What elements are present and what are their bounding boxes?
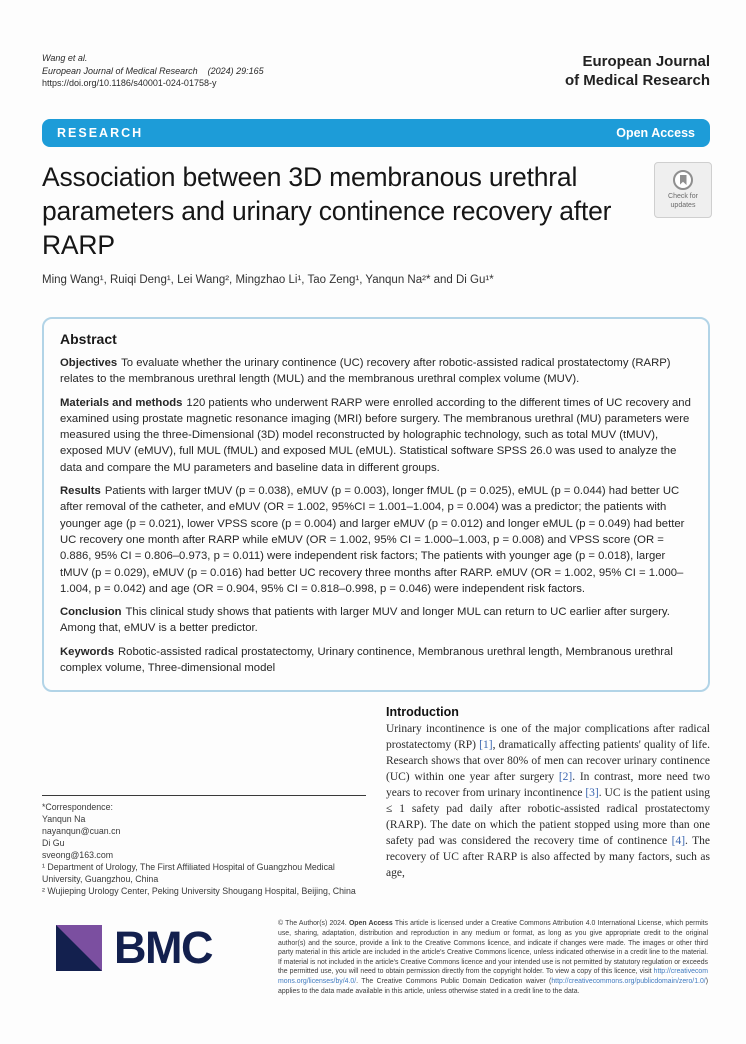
body-columns (42, 705, 710, 897)
introduction-paragraph: Urinary incontinence is one of the major complications after radical prostatectomy (RP) [1], dramatically affecting patients' quality of life. Research shows that over 80% of men can recover urinary continence (UC) within one year after surgery [2]. In contrast, more need two years to recover from urinary incontinence [3]. UC is the patient using ≤ 1 safety pad daily after robotic-assisted radical prostatectomy (RARP). The date on which the patient stopped using more than one safety pad was considered the recovery time of continence [4]. The recovery of UC after RARP is also affected by many factors, such as age, (386, 723, 711, 879)
check-for-updates-label: Check for updates (668, 193, 698, 209)
abstract-box (42, 317, 710, 692)
page-header (42, 52, 710, 90)
article-type-banner (42, 119, 710, 147)
abstract-methods: Materials and methods 120 patients who underwent RARP were enrolled according to the different times of UC recovery and examined using prostate magnetic resonance imaging (MRI) before surgery. The membranous urethral (MU) parameters were measured using the three-Dimensional (3D) model reconstructed by holographic technology, such as total MUV (tMUV), exposed MUV (eMUV), full MUL (fMUL) and exposed MUL (eMUL). Statistical software SPSS 26.0 was used to analyze the data and compare the MU parameters and baseline data in different groups. (60, 396, 691, 474)
correspondence-label: *Correspondence: (42, 802, 113, 813)
abstract-objectives: Objectives To evaluate whether the urinary continence (UC) recovery after robotic-assisted radical prostatectomy (RARP) relates to the membranous urethral length (MUL) and the membranous urethral complex volume (MUV). (60, 357, 671, 386)
citation-authors: Wang et al. (42, 53, 88, 63)
footnote-divider (42, 795, 366, 796)
title-row (42, 160, 710, 262)
abstract-heading: Abstract (60, 331, 117, 347)
affiliation-2: ² Wujieping Urology Center, Peking University Shougang Hospital, Beijing, China (42, 886, 356, 897)
citation-journal-line: European Journal of Medical Research (2024) 29:165 (42, 65, 264, 76)
abstract-keywords-label: Keywords (60, 645, 114, 658)
correspondent-email[interactable]: nayanqun@cuan.cn (42, 826, 121, 837)
citation-block (42, 52, 264, 90)
abstract-results-label: Results (60, 485, 101, 498)
abstract-keywords: Keywords Robotic-assisted radical prostatectomy, Urinary continence, Membranous urethral length, Membranous urethral complex volume, Three-dimensional model (60, 645, 673, 675)
introduction-heading: Introduction (386, 705, 459, 720)
abstract-conclusion-label: Conclusion (60, 606, 122, 619)
article-type-label: RESEARCH (57, 126, 144, 140)
publisher-footer (42, 919, 710, 996)
bmc-logo-wordmark: BMC (114, 922, 212, 974)
correspondent-name: Yanqun Na (42, 814, 86, 825)
correspondent-email[interactable]: sveong@163.com (42, 850, 114, 861)
author-list: Ming Wang¹, Ruiqi Deng¹, Lei Wang², Mingzhao Li¹, Tao Zeng¹, Yanqun Na²* and Di Gu¹* (42, 274, 494, 286)
abstract-results: Results Patients with larger tMUV (p = 0.038), eMUV (p = 0.003), longer fMUL (p = 0.025), eMUL (p = 0.044) had better UC after removal of the catheter, and eMUV (OR = 1.002, 95%CI = 1.001–1.004, p = 0.004) was a predictor; the patients with younger age (p = 0.021), lower VPSS score (p = 0.004) and larger eMUV (p = 0.012) and longer eMUL (p = 0.049) had better UC recovery one month after RARP while eMUV (OR = 1.002, 95% CI = 1.000–1.003, p = 0.008) and VPSS score (OR = 0.886, 95% CI = 0.806–0.973, p = 0.011) were independent risk factors; The patients with younger age (p = 0.018), larger tMUV (p = 0.029), eMUV (p = 0.016) had better UC recovery three months after RARP. eMUV (OR = 1.002, 95% CI = 1.000–1.004, p = 0.042) and age (OR = 0.904, 95% CI = 0.818–0.998, p = 0.046) were independent risk factors. (60, 485, 685, 595)
check-for-updates-button[interactable] (654, 162, 712, 218)
doi-link[interactable]: https://doi.org/10.1186/s40001-024-01758-y (42, 78, 217, 88)
abstract-objectives-label: Objectives (60, 357, 118, 369)
copyright-notice: © The Author(s) 2024. Open Access This article is licensed under a Creative Commons Attribution 4.0 International License, which permits use, sharing, adaptation, distribution and reproduction in any medium or format, as long as you give appropriate credit to the original author(s) and the source, provide a link to the Creative Commons licence, and indicate if changes were made. The images or other third party material in this article are included in the article's Creative Commons licence, unless indicated otherwise in a credit line to the material. If material is not included in the article's Creative Commons licence and your intended use is not permitted by statutory regulation or exceeds the permitted use, you will need to obtain permission directly from the copyright holder. To view a copy of this licence, visit http://creativecommons.org/licenses/by/4.0/. The Creative Commons Public Domain Dedication waiver (http://creativecommons.org/publicdomain/zero/1.0/) applies to the data made available in this article, unless otherwise stated in a credit line to the data. (278, 920, 709, 995)
introduction-column (386, 705, 710, 897)
footnote-column (42, 705, 366, 897)
abstract-methods-label: Materials and methods (60, 396, 183, 409)
bmc-logo (42, 922, 278, 974)
abstract-conclusion: Conclusion This clinical study shows that patients with larger MUV and longer MUL can return to UC earlier after surgery. Among that, eMUV is a better predictor. (60, 606, 670, 635)
correspondent-name: Di Gu (42, 838, 65, 849)
bookmark-circle-icon (673, 170, 693, 190)
open-access-label: Open Access (616, 126, 695, 140)
journal-name: European Journal of Medical Research (564, 53, 710, 89)
affiliation-1: ¹ Department of Urology, The First Affiliated Hospital of Guangzhou Medical University, Guangzhou, China (42, 862, 335, 885)
bookmark-icon (680, 175, 687, 185)
article-title: Association between 3D membranous urethral parameters and urinary continence recovery after RARP (42, 162, 612, 260)
bmc-logo-icon (56, 925, 102, 971)
